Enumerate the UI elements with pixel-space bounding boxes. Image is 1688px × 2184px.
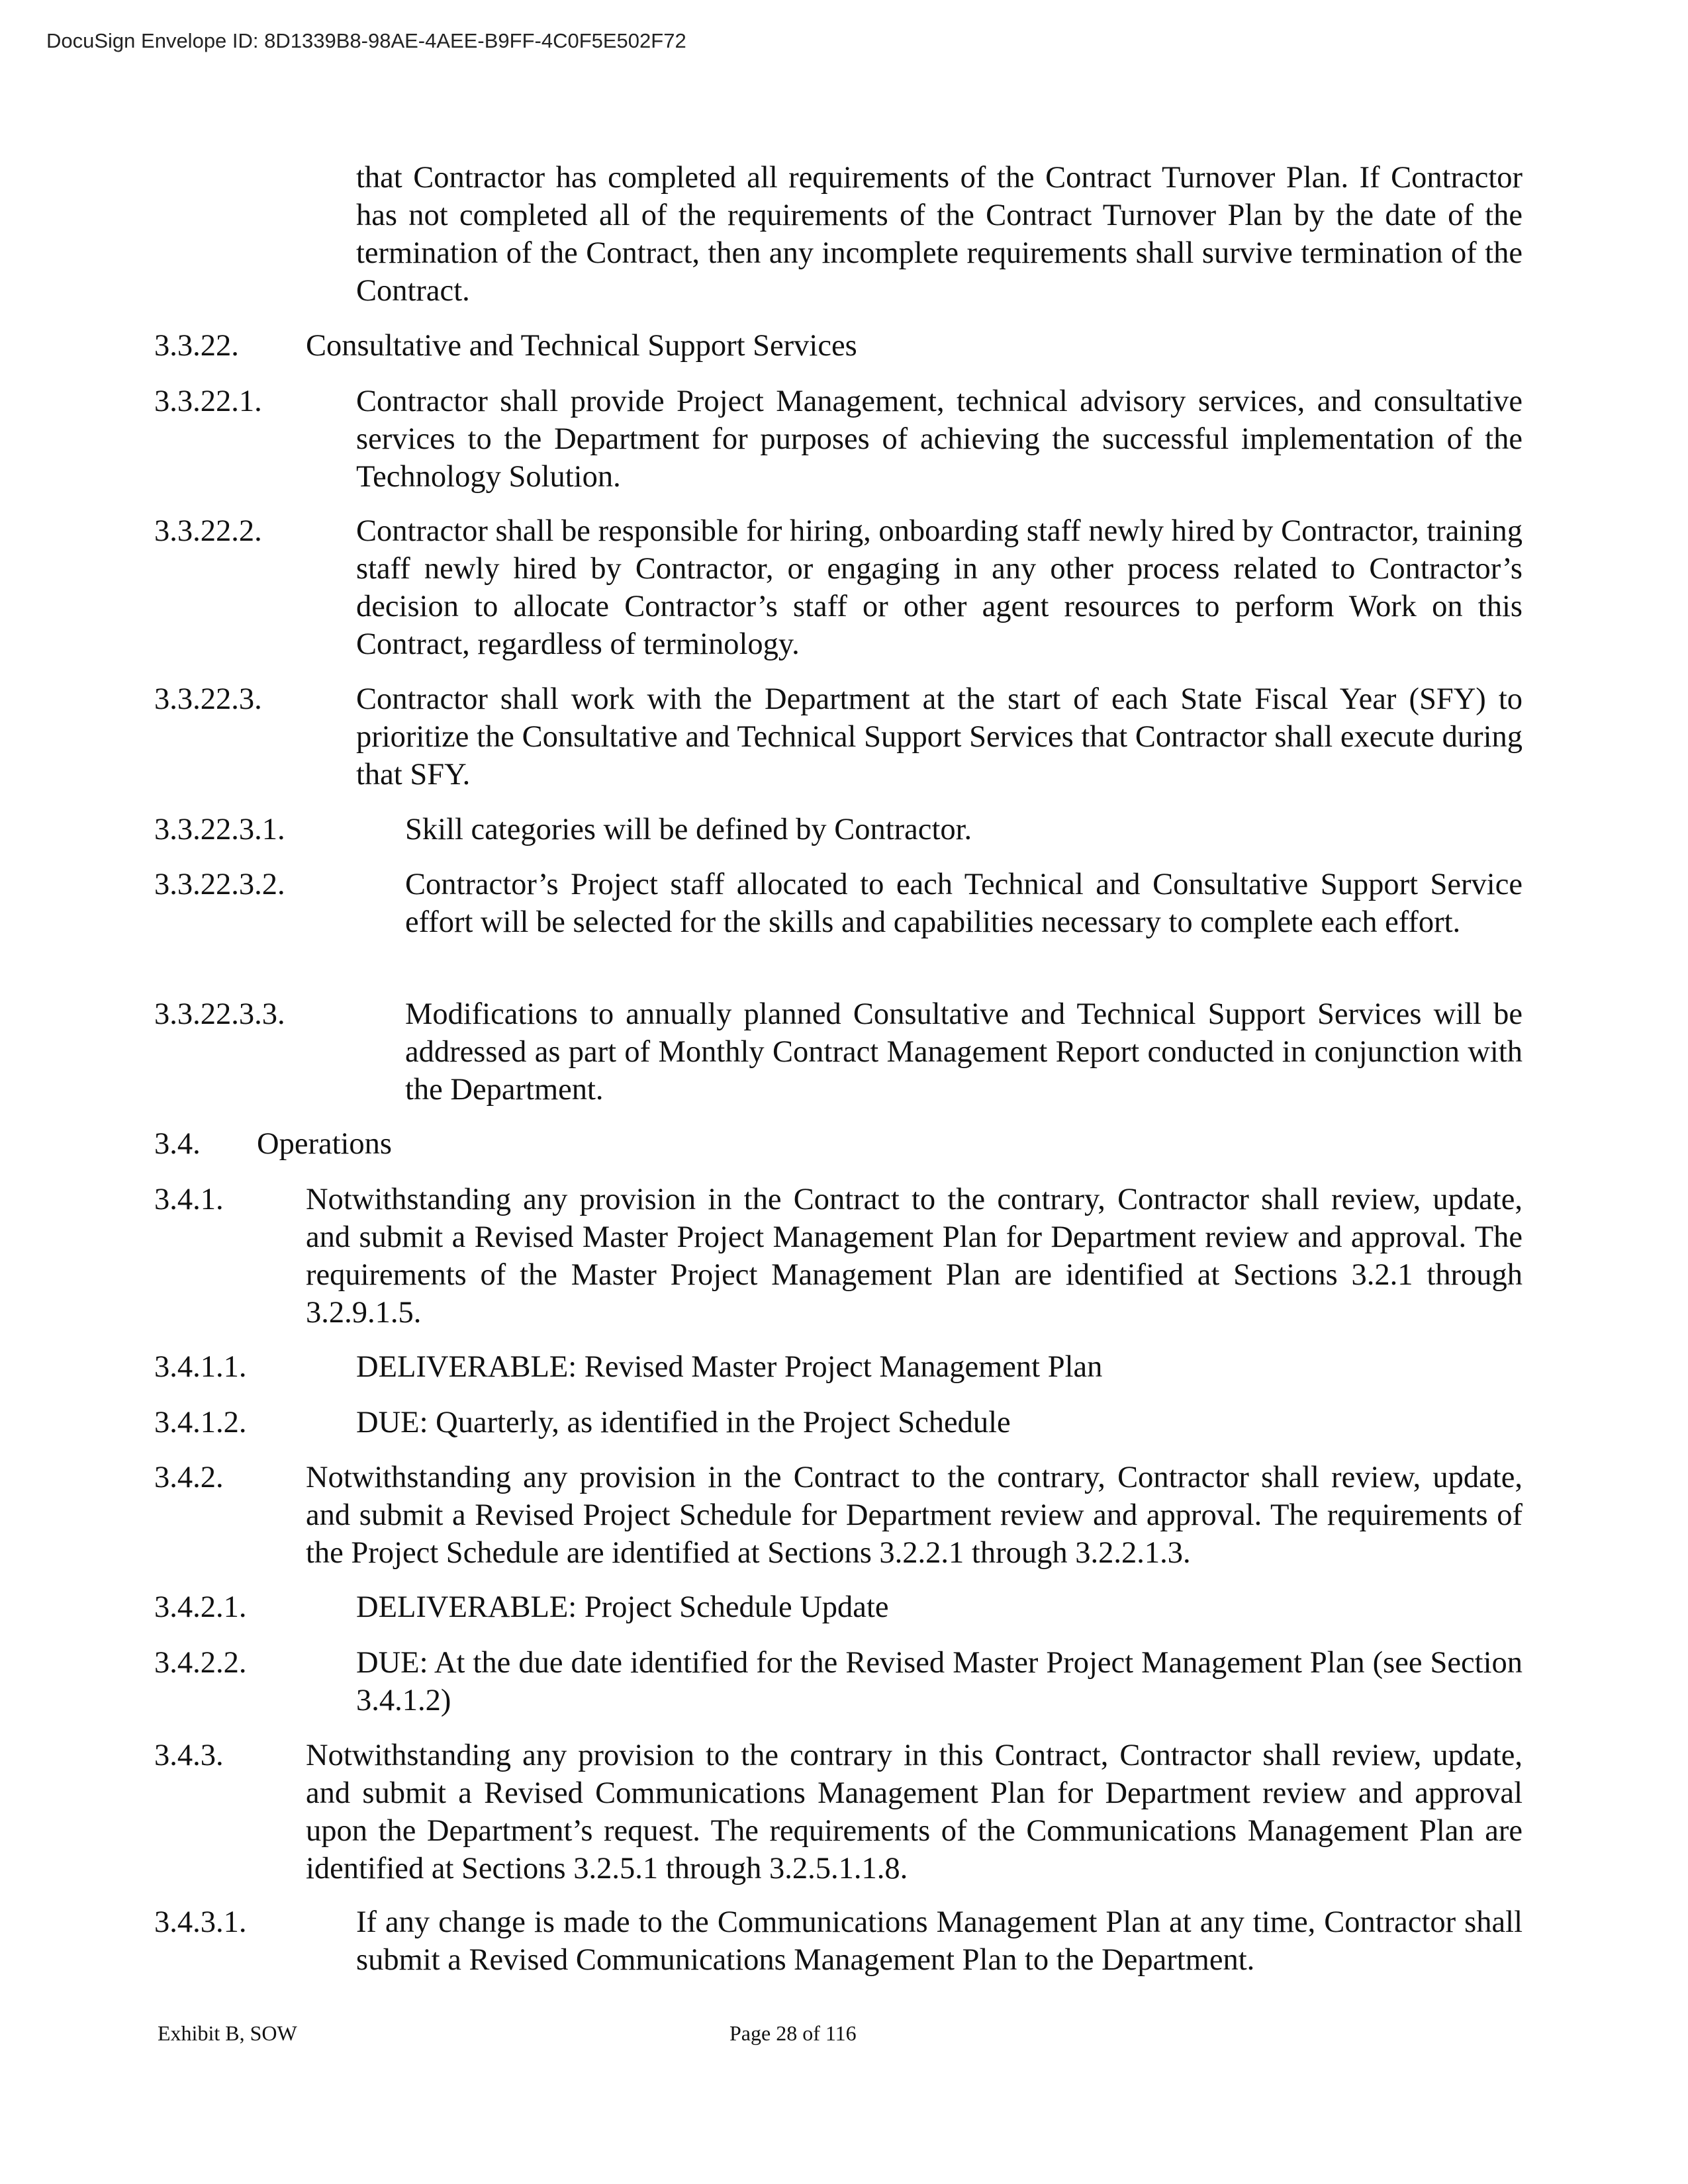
section-number: 3.3.22.1. bbox=[154, 385, 262, 418]
section-text: Skill categories will be defined by Contractor. bbox=[405, 813, 972, 846]
section-text: Contractor’s Project staff allocated to each Technical and Consultative Support Service effort will be selected for the skills and capabilities necessary to complete each effort. bbox=[405, 868, 1523, 939]
section-number: 3.3.22.3.2. bbox=[154, 868, 285, 901]
section-heading: Operations bbox=[257, 1127, 393, 1161]
section-number: 3.4.3. bbox=[154, 1739, 224, 1772]
section-text: Notwithstanding any provision in the Contract to the contrary, Contractor shall review, update, and submit a Revised Master Project Management Plan for Department review and approval. The requirements of the Master Project Management Plan are identified at Sections 3.2.1 through 3.2.9.1.5. bbox=[306, 1183, 1523, 1330]
section-text: DUE: At the due date identified for the Revised Master Project Management Plan (see Section 3.4.1.2) bbox=[356, 1646, 1523, 1717]
section-number: 3.4.2.1. bbox=[154, 1590, 247, 1624]
section-text: DELIVERABLE: Project Schedule Update bbox=[356, 1590, 889, 1624]
footer-page-number: Page 28 of 116 bbox=[729, 2021, 857, 2045]
section-number: 3.4. bbox=[154, 1127, 201, 1161]
section-number: 3.4.1. bbox=[154, 1183, 224, 1216]
section-text: If any change is made to the Communications Management Plan at any time, Contractor shall submit a Revised Communications Management Plan to the Department. bbox=[356, 1905, 1523, 1977]
section-heading: Consultative and Technical Support Services bbox=[306, 329, 857, 363]
section-number: 3.4.2. bbox=[154, 1461, 224, 1494]
section-text: Modifications to annually planned Consultative and Technical Support Services will be addressed as part of Monthly Contract Management Report conducted in conjunction with the Department. bbox=[405, 997, 1523, 1107]
section-number: 3.3.22.3. bbox=[154, 682, 262, 716]
section-text: Contractor shall provide Project Management, technical advisory services, and consultative services to the Department for purposes of achieving the successful implementation of the Technology Solution. bbox=[356, 385, 1523, 494]
continued-paragraph: that Contractor has completed all requirements of the Contract Turnover Plan. If Contractor has not completed all of the requirements of the Contract Turnover Plan by the date of the termination of the Contract, then any incomplete requirements shall survive termination of the Contract. bbox=[356, 161, 1523, 308]
section-number: 3.4.3.1. bbox=[154, 1905, 247, 1939]
section-text: DELIVERABLE: Revised Master Project Management Plan bbox=[356, 1350, 1103, 1384]
section-number: 3.4.1.1. bbox=[154, 1350, 247, 1384]
section-number: 3.3.22.3.3. bbox=[154, 997, 285, 1031]
section-number: 3.4.1.2. bbox=[154, 1406, 247, 1439]
section-number: 3.3.22.2. bbox=[154, 514, 262, 548]
section-number: 3.4.2.2. bbox=[154, 1646, 247, 1680]
section-number: 3.3.22. bbox=[154, 329, 239, 363]
footer-left: Exhibit B, SOW bbox=[158, 2021, 297, 2045]
section-text: DUE: Quarterly, as identified in the Project Schedule bbox=[356, 1406, 1011, 1439]
section-text: Contractor shall work with the Department at the start of each State Fiscal Year (SFY) to prioritize the Consultative and Technical Support Services that Contractor shall execute during that SFY. bbox=[356, 682, 1523, 792]
section-text: Notwithstanding any provision to the contrary in this Contract, Contractor shall review, update, and submit a Revised Communications Management Plan for Department review and approval upon the Department’s request. The requirements of the Communications Management Plan are identified at Sections 3.2.5.1 through 3.2.5.1.1.8. bbox=[306, 1739, 1523, 1886]
section-text: Notwithstanding any provision in the Contract to the contrary, Contractor shall review, update, and submit a Revised Project Schedule for Department review and approval. The requirements of the Project Schedule are identified at Sections 3.2.2.1 through 3.2.2.1.3. bbox=[306, 1461, 1523, 1570]
section-number: 3.3.22.3.1. bbox=[154, 813, 285, 846]
envelope-id: DocuSign Envelope ID: 8D1339B8-98AE-4AEE-B9FF-4C0F5E502F72 bbox=[46, 29, 686, 52]
section-text: Contractor shall be responsible for hiring, onboarding staff newly hired by Contractor, training staff newly hired by Contractor, or engaging in any other process related to Contractor’s decision to allocate Contractor’s staff or other agent resources to perform Work on this Contract, regardless of terminology. bbox=[356, 514, 1523, 661]
